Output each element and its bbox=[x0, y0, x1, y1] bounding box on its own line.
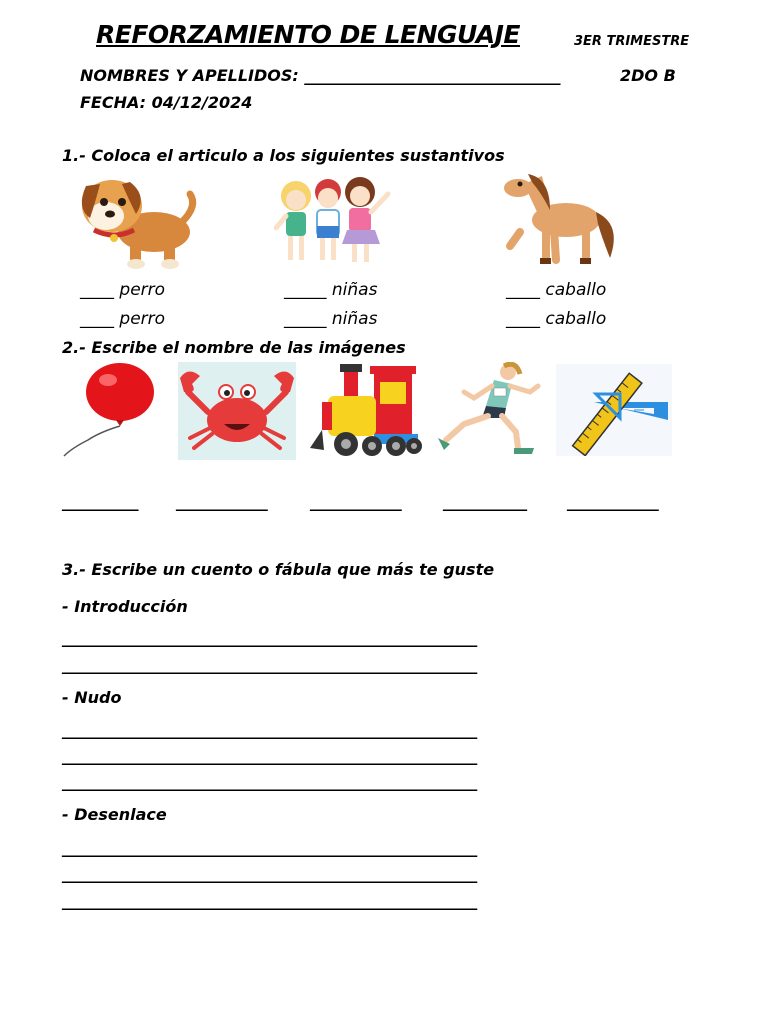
name-field[interactable]: NOMBRES Y APELLIDOS: ________________________________ bbox=[80, 66, 561, 85]
horse-picture bbox=[498, 168, 622, 268]
crab-picture bbox=[178, 362, 296, 460]
ruler-set-picture bbox=[556, 364, 672, 456]
term-label: 3ER TRIMESTRE bbox=[574, 34, 690, 49]
runner-picture bbox=[434, 362, 546, 458]
nudo-label: - Nudo bbox=[62, 688, 122, 707]
girls-picture bbox=[274, 170, 394, 268]
desenlace-label: - Desenlace bbox=[62, 805, 167, 824]
introduccion-label: - Introducción bbox=[62, 597, 188, 616]
section3-prompt: 3.- Escribe un cuento o fábula que más te guste bbox=[62, 560, 495, 579]
train-picture bbox=[308, 362, 426, 460]
article-line-caballo-2[interactable]: ____ caballo bbox=[506, 309, 607, 329]
desenlace-line-2[interactable]: ____________________________________________________________ bbox=[62, 864, 477, 883]
date-label: FECHA: 04/12/2024 bbox=[80, 93, 253, 112]
image-answer-line-5[interactable]: ____________ bbox=[567, 492, 659, 511]
section1-prompt: 1.- Coloca el articulo a los siguientes sustantivos bbox=[62, 146, 505, 165]
grade-label: 2DO B bbox=[620, 66, 676, 85]
article-line-perro-1[interactable]: ____ perro bbox=[80, 280, 166, 300]
dog-picture bbox=[74, 170, 206, 270]
nudo-line-1[interactable]: ____________________________________________________________ bbox=[62, 720, 477, 739]
image-answer-line-1[interactable]: __________ bbox=[62, 492, 139, 511]
worksheet-title: REFORZAMIENTO DE LENGUAJE bbox=[96, 20, 520, 49]
image-answer-line-2[interactable]: ____________ bbox=[176, 492, 268, 511]
article-line-perro-2[interactable]: ____ perro bbox=[80, 309, 166, 329]
article-line-caballo-1[interactable]: ____ caballo bbox=[506, 280, 607, 300]
image-answer-line-3[interactable]: ____________ bbox=[310, 492, 402, 511]
balloon-picture bbox=[60, 362, 160, 458]
desenlace-line-1[interactable]: ____________________________________________________________ bbox=[62, 838, 477, 857]
introduccion-line-1[interactable]: ____________________________________________________________ bbox=[62, 628, 477, 647]
introduccion-line-2[interactable]: ____________________________________________________________ bbox=[62, 655, 477, 674]
image-answer-line-4[interactable]: ___________ bbox=[443, 492, 527, 511]
article-line-ninas-2[interactable]: _____ niñas bbox=[284, 309, 378, 329]
section2-prompt: 2.- Escribe el nombre de las imágenes bbox=[62, 338, 406, 357]
article-line-ninas-1[interactable]: _____ niñas bbox=[284, 280, 378, 300]
nudo-line-3[interactable]: ____________________________________________________________ bbox=[62, 772, 477, 791]
nudo-line-2[interactable]: ____________________________________________________________ bbox=[62, 746, 477, 765]
desenlace-line-3[interactable]: ____________________________________________________________ bbox=[62, 891, 477, 910]
